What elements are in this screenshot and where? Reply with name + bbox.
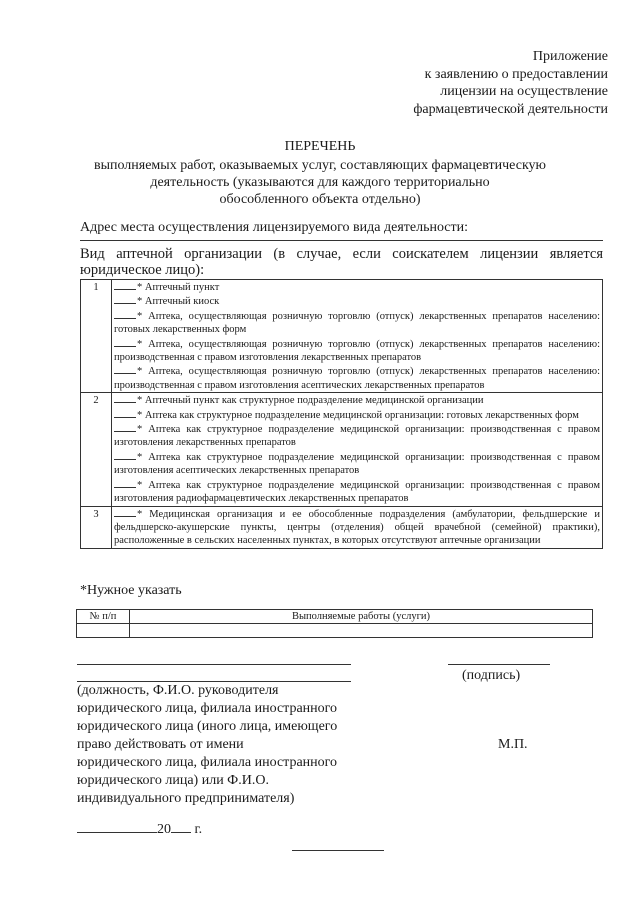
checkbox-blank[interactable] (114, 450, 136, 460)
title-line: деятельность (указываются для каждого территориально (150, 175, 490, 190)
checkbox-blank[interactable] (114, 280, 136, 290)
table-cell[interactable] (130, 624, 593, 638)
date-day-month-blank[interactable] (77, 820, 157, 833)
title-line: обособленного объекта отдельно) (219, 192, 421, 207)
title-heading: ПЕРЕЧЕНЬ (284, 139, 356, 154)
appendix-header-line: к заявлению о предоставлении (424, 66, 608, 82)
option-item[interactable] (114, 478, 600, 506)
column-header-works: Выполняемые работы (услуги) (130, 610, 593, 624)
option-label: * Аптека, осуществляющая розничную торговлю (отпуск) лекарственных препаратов населению: производственная с правом изготовления лекарственных препаратов (114, 338, 600, 364)
row-options (112, 280, 603, 393)
date-field[interactable] (77, 820, 202, 838)
option-label: * Аптека, осуществляющая розничную торговлю (отпуск) лекарственных препаратов населению: производственная с правом изготовления асептических лекарственных препаратов (114, 366, 600, 391)
title-line: выполняемых работ, оказываемых услуг, составляющих фармацевтическую (93, 158, 547, 173)
column-header-number: № п/п (77, 610, 130, 624)
option-label: * Аптека как структурное подразделение медицинской организации: производственная с правом изготовления асептических лекарственных препаратов (114, 451, 600, 477)
signature-label: (подпись) (462, 668, 521, 683)
option-item[interactable] (114, 408, 600, 422)
position-caption-line: юридического лица, филиала иностранного (77, 701, 338, 716)
checkbox-blank[interactable] (114, 408, 136, 418)
checkbox-blank[interactable] (114, 294, 136, 304)
document-title (60, 138, 580, 208)
works-table (76, 609, 593, 638)
table-row (81, 280, 603, 393)
position-caption-line: право действовать от имени (77, 737, 244, 752)
position-field-line[interactable] (77, 664, 351, 665)
signature-field-line[interactable] (448, 664, 550, 665)
position-caption-line: юридического лица, филиала иностранного (77, 755, 338, 770)
option-label: * Аптека, осуществляющая розничную торговлю (отпуск) лекарственных препаратов населению: готовых лекарственных форм (114, 310, 600, 336)
checkbox-blank[interactable] (114, 364, 136, 374)
date-year-prefix: 20 (157, 822, 171, 837)
option-label: * Аптечный пункт (137, 282, 220, 293)
option-label: * Аптека как структурное подразделение медицинской организации: готовых лекарственных форм (137, 409, 579, 421)
appendix-header-line: Приложение (532, 49, 608, 64)
checkbox-blank[interactable] (114, 507, 136, 517)
row-number: 3 (81, 506, 112, 548)
option-label: * Аптека как структурное подразделение медицинской организации: производственная с правом изготовления радиофармацевтических лекарственных препаратов (114, 479, 600, 505)
appendix-header (413, 48, 608, 118)
position-caption-line: юридического лица) или Ф.И.О. (77, 773, 269, 788)
position-caption-line: юридического лица (иного лица, имеющего (77, 719, 338, 734)
appendix-header-line: лицензии на осуществление (440, 84, 608, 99)
table-row (81, 506, 603, 548)
table-row (77, 624, 593, 638)
table-header-row (77, 610, 593, 624)
checkbox-blank[interactable] (114, 422, 136, 432)
position-caption-line: (должность, Ф.И.О. руководителя (77, 683, 279, 698)
option-item[interactable] (114, 422, 600, 450)
table-row (81, 393, 603, 506)
footnote: *Нужное указать (80, 583, 182, 598)
date-suffix: г. (194, 822, 203, 837)
option-label: * Аптека как структурное подразделение медицинской организации: производственная с правом изготовления лекарственных препаратов (114, 424, 600, 449)
option-item[interactable] (114, 294, 600, 308)
row-number: 2 (81, 393, 112, 506)
option-item[interactable] (114, 450, 600, 478)
option-label: * Медицинская организация и ее обособленные подразделения (амбулатории, фельдшерские и фельдшерско-акушерские пункты, центры (отделения) общей врачебной (семейной) практики), расположенные в сельских населенных пунктах, в которых отсутствуют аптечные организации (114, 508, 600, 547)
row-options (112, 506, 603, 548)
option-item[interactable] (114, 507, 600, 548)
row-options (112, 393, 603, 506)
position-caption (77, 682, 337, 808)
address-label: Адрес места осуществления лицензируемого вида деятельности: (80, 220, 469, 235)
address-field-line[interactable] (80, 240, 603, 241)
option-item[interactable] (114, 364, 600, 392)
bottom-field-line[interactable] (292, 850, 384, 851)
option-item[interactable] (114, 280, 600, 294)
row-number: 1 (81, 280, 112, 393)
option-label: * Аптечный киоск (137, 296, 220, 308)
date-year-blank[interactable] (171, 820, 191, 833)
pharmacy-type-label: Вид аптечной организации (в случае, если соискателем лицензии является юридическое лицо): (80, 246, 603, 278)
checkbox-blank[interactable] (114, 478, 136, 488)
checkbox-blank[interactable] (114, 337, 136, 347)
table-cell[interactable] (77, 624, 130, 638)
option-item[interactable] (114, 337, 600, 365)
checkbox-blank[interactable] (114, 393, 136, 403)
pharmacy-type-table (80, 279, 603, 549)
position-caption-line: индивидуального предпринимателя) (77, 791, 295, 806)
option-label: * Аптечный пункт как структурное подразделение медицинской организации (137, 395, 484, 407)
checkbox-blank[interactable] (114, 309, 136, 319)
option-item[interactable] (114, 393, 600, 407)
option-item[interactable] (114, 309, 600, 337)
stamp-label: М.П. (498, 737, 528, 752)
appendix-header-line: фармацевтической деятельности (413, 101, 608, 117)
